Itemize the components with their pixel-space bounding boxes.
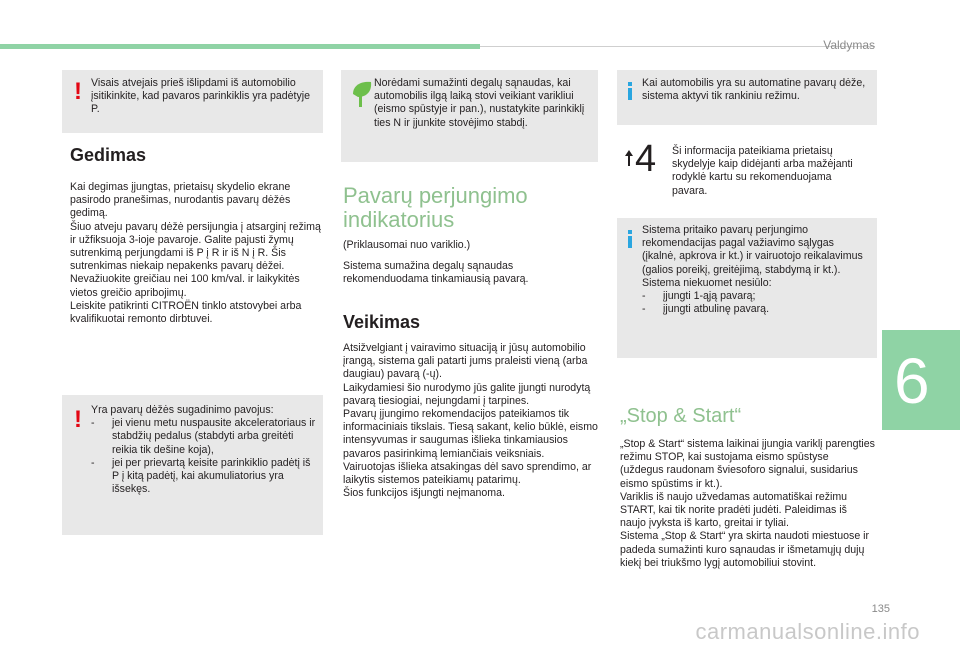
info-system-text	[642, 224, 870, 316]
info-box-system	[617, 218, 877, 358]
gedimas-paragraph-4: Leiskite patikrinti CITROËN tinklo atstovybei arba kvalifikuotai remonto dirbtuvei.	[70, 299, 302, 326]
veikimas-paragraph-2: Laikydamiesi šio nurodymo jūs galite įjungti nurodytą pavarą tiesiogiai, nejungdami į tarpines.	[343, 381, 591, 407]
warning-damage-intro: Yra pavarų dėžės sugadinimo pavojus:	[91, 404, 274, 416]
eco-leaf-icon	[351, 80, 373, 108]
indicator-display-description: Ši informacija pateikiama prietaisų skydelyje kaip didėjanti arba mažėjanti rodyklė kartu su rekomenduojama pavara.	[672, 145, 853, 197]
info-system-list	[642, 290, 870, 316]
gedimas-paragraph-2: Šiuo atveju pavarų dėžė persijungia į atsarginį režimą ir užfiksuoja 3-ioje pavaroje. Galite pajusti žymų sutrenkimą perjungdami iš P į R ir iš N į R. Šis sutrenkimas niekaip nepakenks pavarų dėžei.	[70, 220, 321, 273]
indicator-heading	[343, 184, 528, 232]
warning-box-park	[62, 70, 323, 133]
info-system-paragraph: Sistema pritaiko pavarų perjungimo rekomendacijas pagal važiavimo sąlygas (įkalnė, apkrova ir kt.) ir vairuotojo reikalavimus (galios poreikį, greitėjimą, stabdymą ir kt.).	[642, 224, 863, 276]
gedimas-paragraph-3: Nevažiuokite greičiau nei 100 km/val. ir laikykitės vietos greičio apribojimų.	[70, 273, 300, 299]
veikimas-paragraph-3: Pavarų įjungimo rekomendacijos pateikiamos tik informaciniais tikslais. Tiesą sakant, kelio būklė, eismo intensyvumas ir saugumas išlieka tinkamiausios pavaros pasirinkimą lemiančiais veiksniais. Vairuotojas išlieka atsakingas dėl savo sprendimo, ar laikytis sistemos pateikiamų patarimų.	[343, 408, 598, 487]
section-title: Valdymas	[823, 38, 875, 52]
gedimas-heading: Gedimas	[70, 145, 147, 165]
gear-indicator-symbol	[624, 138, 660, 183]
eco-tip-box	[341, 70, 598, 162]
header-divider	[480, 46, 875, 47]
arrow-up-icon	[624, 150, 634, 166]
watermark: carmanualsonline.info	[695, 619, 920, 644]
stop-start-paragraph-2: Variklis iš naujo užvedamas automatiškai režimu START, kai tik norite pradėti judėti. Paleidimas iš naujo įvyksta iš karto, greitai ir tyliai.	[620, 490, 848, 530]
warning-box-damage	[62, 395, 323, 535]
info-box-automatic	[617, 70, 877, 125]
recommended-gear-digit: 4	[635, 138, 657, 180]
veikimas-paragraph-4: Šios funkcijos išjungti neįmanoma.	[343, 487, 505, 500]
list-item: - įjungti 1-ąją pavarą;	[642, 290, 870, 303]
list-item: - jei per prievartą keisite parinkiklio padėtį iš P į kitą padėtį, kai akumuliatorius yra išsekęs.	[91, 457, 317, 497]
veikimas-paragraph-1: Atsižvelgiant į vairavimo situaciją ir jūsų automobilio įrangą, sistema gali patarti jums praleisti vieną (arba daugiau) pavarą (-ų).	[343, 342, 588, 381]
warning-damage-text	[91, 404, 317, 496]
warning-damage-list	[91, 417, 317, 496]
warning-exclamation-icon: !	[74, 78, 82, 105]
info-icon	[628, 82, 632, 100]
list-item: - įjungti atbulinę pavarą.	[642, 303, 870, 316]
warning-exclamation-icon: !	[74, 406, 82, 433]
warning-text: Visais atvejais prieš išlipdami iš automobilio įsitikinkite, kad pavaros parinkiklis yra padėtyje P.	[91, 77, 311, 116]
veikimas-heading: Veikimas	[343, 312, 421, 332]
indicator-heading-line-1: Pavarų perjungimo	[343, 183, 528, 208]
gedimas-paragraph-1: Kai degimas įjungtas, prietaisų skydelio ekrane pasirodo pranešimas, nurodantis pavarų dėžės gedimą.	[70, 181, 291, 220]
header-accent-bar	[0, 44, 480, 49]
info-system-subheading: Sistema niekuomet nesiūlo:	[642, 276, 772, 289]
eco-tip-text: Norėdami sumažinti degalų sąnaudas, kai automobilis ilgą laiką stovi veikiant varikliui (eismo spūstyje ir pan.), nustatykite parinkiklį ties N ir įjunkite stovėjimo stabdį.	[374, 77, 585, 129]
page-number: 135	[871, 603, 890, 615]
stop-start-paragraph-3: Sistema „Stop & Start“ yra skirta naudoti miestuose ir padeda sumažinti kuro sąnaudas ir išmetamųjų dujų kiekį bei triukšmo lygį automobiliui stovint.	[620, 530, 870, 569]
list-item: - jei vienu metu nuspausite akceleratoriaus ir stabdžių pedalus (stabdyti arba greitėti reikia tik dešine koja),	[91, 417, 317, 457]
chapter-tab	[882, 330, 960, 430]
stop-start-heading: „Stop & Start“	[620, 405, 742, 427]
gedimas-body	[70, 181, 325, 326]
info-automatic-text: Kai automobilis yra su automatine pavarų dėže, sistema aktyvi tik rankiniu režimu.	[642, 77, 866, 103]
info-icon	[628, 230, 632, 248]
indicator-note: (Priklausomai nuo variklio.)	[343, 239, 471, 251]
indicator-description: Sistema sumažina degalų sąnaudas rekomenduodama tinkamiausią pavarą.	[343, 260, 529, 286]
stop-start-paragraph-1: „Stop & Start“ sistema laikinai įjungia variklį parengties režimu STOP, kai sustojama eismo spūstyse (uždegus raudonam šviesoforo signalui, susidarius eismo spūstims ir kt.).	[620, 438, 875, 490]
indicator-heading-line-2: indikatorius	[343, 207, 455, 232]
stop-start-body	[620, 438, 875, 570]
chapter-number: 6	[894, 345, 930, 417]
veikimas-body	[343, 342, 598, 500]
